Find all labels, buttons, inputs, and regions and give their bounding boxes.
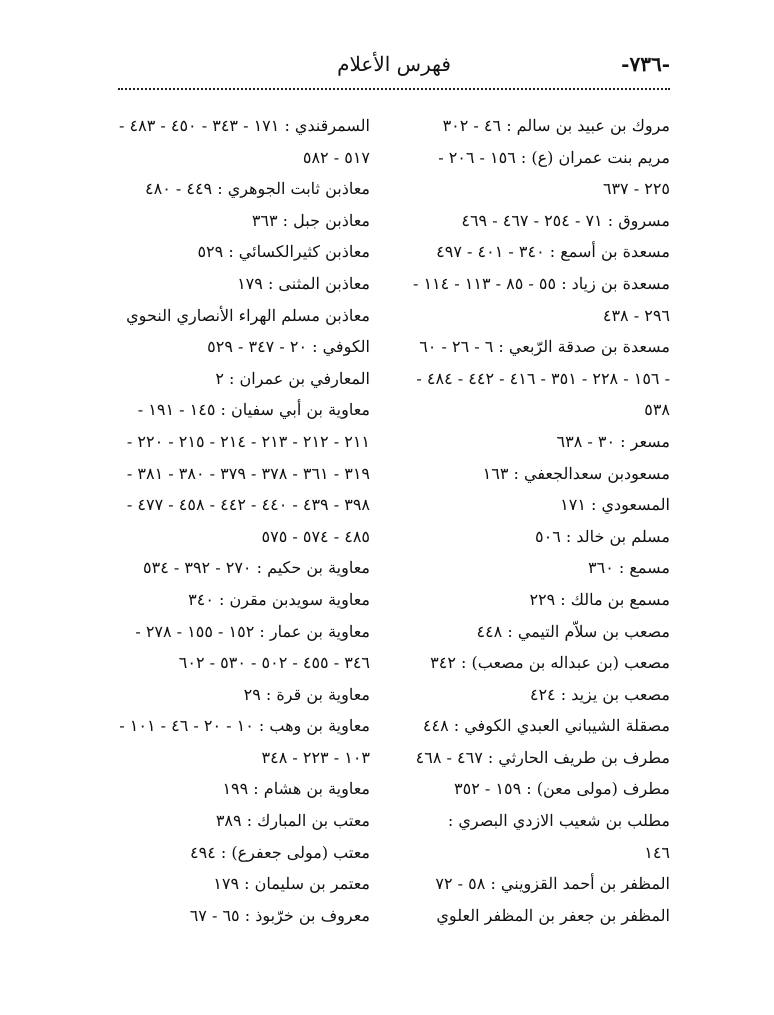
index-entry: مصقلة الشيباني العبدي الكوفي : ٤٤٨ — [422, 716, 670, 736]
dotted-divider — [118, 88, 670, 90]
index-entry: مسمع بن مالك : ٢٢٩ — [529, 589, 670, 609]
index-entry: المسعودي : ١٧١ — [560, 495, 670, 515]
index-entry: مصعب بن يزيد : ٤٢٤ — [529, 684, 670, 704]
index-entry: ٣١٩ - ٣٦١ - ٣٧٨ - ٣٧٩ - ٣٨٠ - ٣٨١ - — [126, 463, 370, 483]
index-entry: مسعدة بن أسمع : ٣٤٠ - ٤٠١ - ٤٩٧ — [436, 242, 670, 262]
index-column-left — [108, 110, 370, 931]
index-entry: معاوية بن وهب : ١٠ - ٢٠ - ٤٦ - ١٠١ - — [119, 716, 370, 736]
index-entry: معاوية بن هشام : ١٩٩ — [222, 779, 370, 799]
index-entry: ٣٤٦ - ٤٥٥ - ٥٠٢ - ٥٣٠ - ٦٠٢ — [178, 653, 370, 673]
index-entry: ٥١٧ - ٥٨٢ — [302, 147, 370, 167]
index-entry: المظفر بن أحمد القزويني : ٥٨ - ٧٢ — [435, 874, 670, 894]
index-entry: ١٤٦ — [644, 842, 670, 862]
index-entry: مطلب بن شعيب الازدي البصري : — [447, 811, 670, 831]
index-entry: معتب (مولى جعفرع) : ٤٩٤ — [190, 842, 370, 862]
index-entry: معاوية بن قرة : ٢٩ — [243, 684, 370, 704]
index-entry: ٣٩٨ - ٤٣٩ - ٤٤٠ - ٤٤٢ - ٤٥٨ - ٤٧٧ - — [126, 495, 370, 515]
index-entry: مسلم بن خالد : ٥٠٦ — [535, 526, 670, 546]
index-entry: ١٠٣ - ٢٢٣ - ٣٤٨ — [261, 747, 370, 767]
index-entry: معاوية بن عمار : ١٥٢ - ١٥٥ - ٢٧٨ - — [135, 621, 370, 641]
index-entry: مسعر : ٣٠ - ٦٣٨ — [556, 431, 670, 451]
index-entry: ٥٣٨ — [644, 400, 670, 420]
index-entry: معروف بن خرّبوذ : ٦٥ - ٦٧ — [189, 905, 370, 925]
index-column-right — [408, 110, 670, 931]
page-title: فهرس الأعلام — [337, 52, 451, 76]
index-entry: مصعب (بن عبداله بن مصعب) : ٣٤٢ — [430, 653, 670, 673]
index-entry: مسعدة بن صدقة الرّبعي : ٦ - ٢٦ - ٦٠ — [419, 337, 670, 357]
index-entry: معاوية بن حكيم : ٢٧٠ - ٣٩٢ - ٥٣٤ — [143, 558, 370, 578]
index-entry: - ١٥٦ - ٢٢٨ - ٣٥١ - ٤١٦ - ٤٤٢ - ٤٨٤ - — [416, 368, 670, 388]
index-entry: ٢١١ - ٢١٢ - ٢١٣ - ٢١٤ - ٢١٥ - ٢٢٠ - — [126, 431, 370, 451]
index-entry: المعارفي بن عمران : ٢ — [215, 368, 370, 388]
index-entry: مسروق : ٧١ - ٢٥٤ - ٤٦٧ - ٤٦٩ — [461, 210, 670, 230]
index-entry: مريم بنت عمران (ع) : ١٥٦ - ٢٠٦ - — [438, 147, 670, 167]
index-entry: معاذبن ثابت الجوهري : ٤٤٩ - ٤٨٠ — [145, 179, 370, 199]
index-entry: معتب بن المبارك : ٣٨٩ — [215, 811, 370, 831]
index-entry: الكوفي : ٢٠ - ٣٤٧ - ٥٢٩ — [207, 337, 370, 357]
index-entry: ٢٢٥ - ٦٣٧ — [602, 179, 670, 199]
index-entry: معاذبن مسلم الهراء الأنصاري النحوي — [126, 305, 370, 325]
index-entry: مسعدة بن زياد : ٥٥ - ٨٥ - ١١٣ - ١١٤ - — [412, 273, 670, 293]
index-entry: مروك بن عبيد بن سالم : ٤٦ - ٣٠٢ — [442, 116, 670, 135]
index-entry: مصعب بن سلاّم التيمي : ٤٤٨ — [476, 621, 670, 641]
index-entry: معتمر بن سليمان : ١٧٩ — [213, 874, 370, 894]
page-number: -٧٣٦- — [621, 52, 670, 76]
index-entry: المظفر بن جعفر بن المظفر العلوي — [436, 905, 670, 925]
index-entry: مسعودبن سعدالجعفي : ١٦٣ — [482, 463, 670, 483]
index-entry: معاوية سويدبن مقرن : ٣٤٠ — [188, 589, 370, 609]
index-entry: مطرف بن طريف الحارثي : ٤٦٧ - ٤٦٨ — [415, 747, 670, 767]
index-entry: ٢٩٦ - ٤٣٨ — [602, 305, 670, 325]
index-entry: مطرف (مولى معن) : ١٥٩ - ٣٥٢ — [454, 779, 670, 799]
index-entry: معاوية بن أبي سفيان : ١٤٥ - ١٩١ - — [137, 400, 370, 420]
index-entry: مسمع : ٣٦٠ — [588, 558, 670, 578]
index-entry: معاذبن جبل : ٣٦٣ — [251, 210, 370, 230]
index-entry: السمرقندي : ١٧١ - ٣٤٣ - ٤٥٠ - ٤٨٣ - — [119, 116, 370, 135]
index-entry: معاذبن كثيرالكسائي : ٥٢٩ — [197, 242, 370, 262]
index-entry: معاذبن المثنى : ١٧٩ — [237, 273, 370, 293]
index-entry: ٤٨٥ - ٥٧٤ - ٥٧٥ — [261, 526, 370, 546]
page-header — [118, 52, 670, 82]
